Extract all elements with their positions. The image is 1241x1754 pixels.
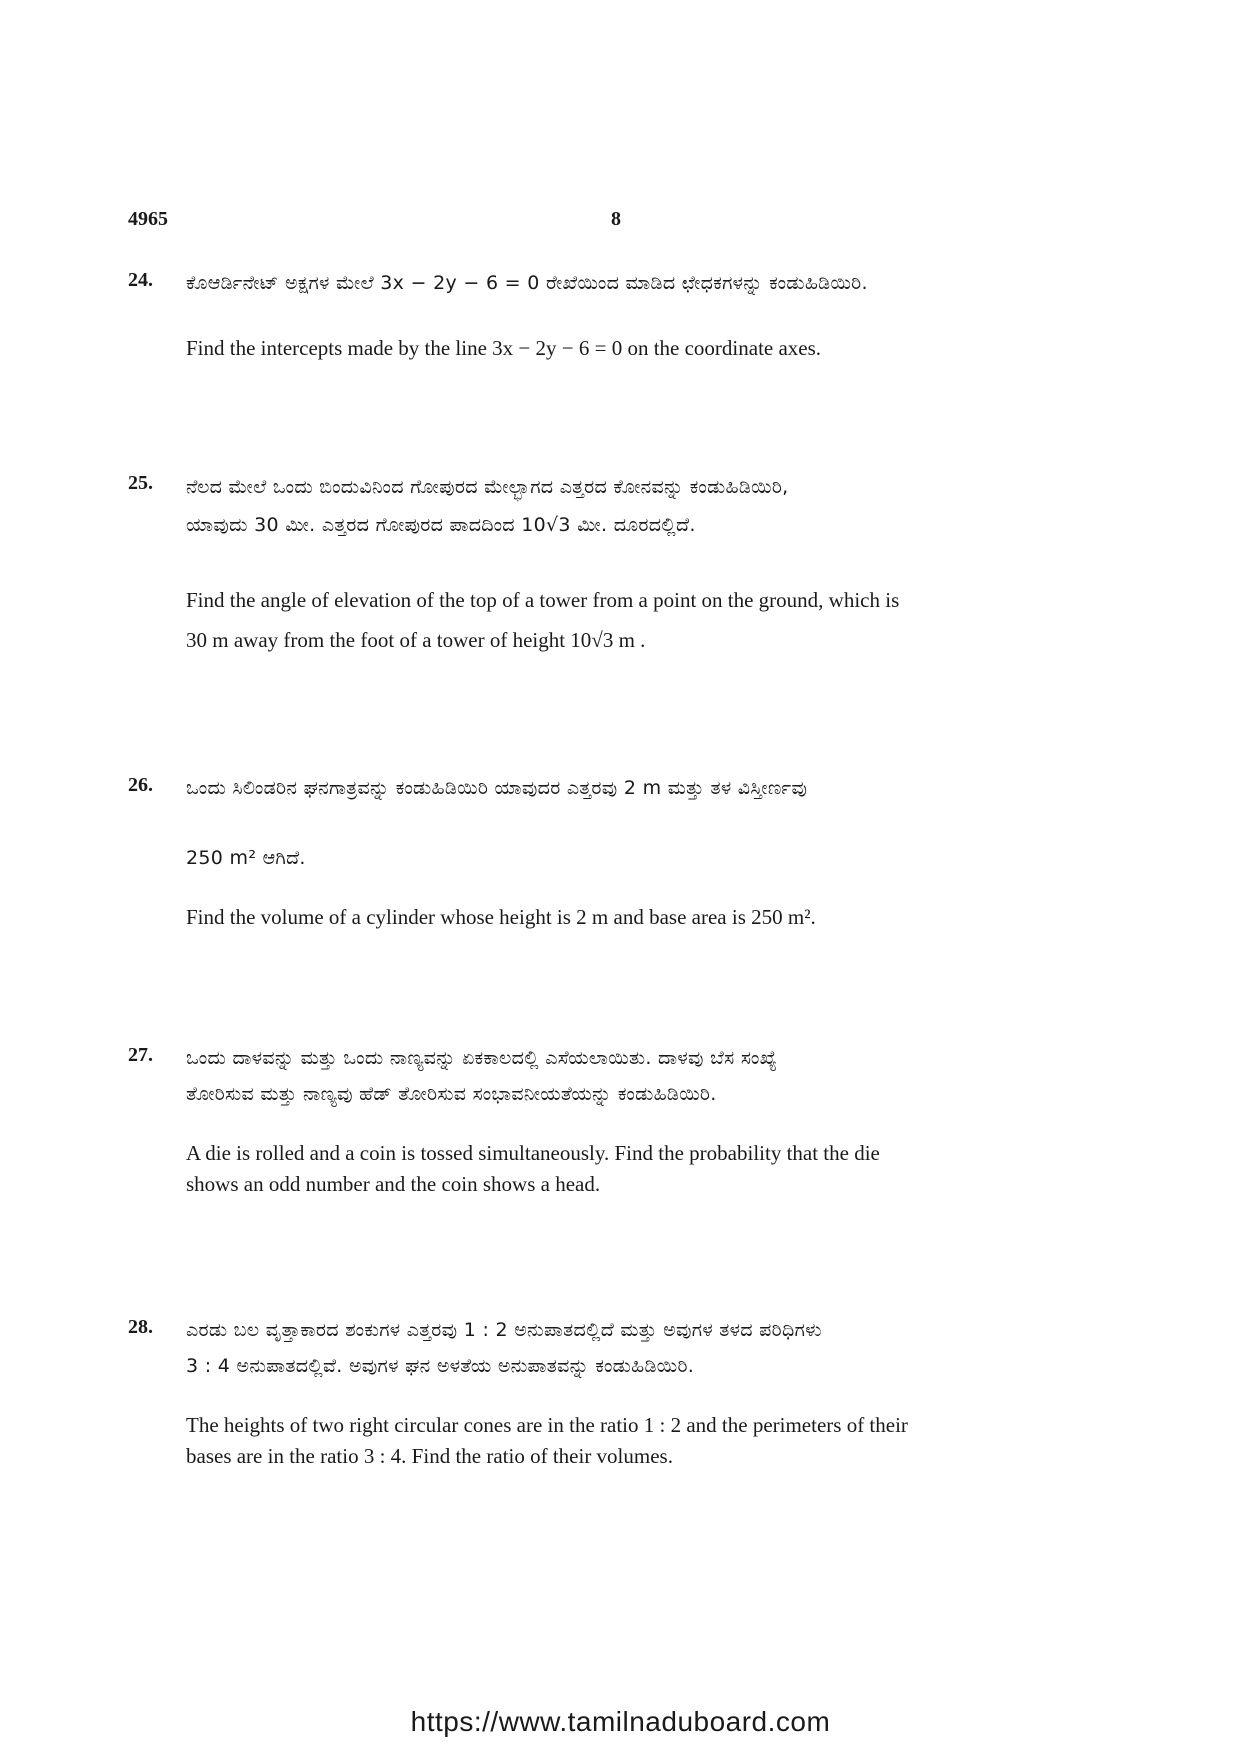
english-line: 30 m away from the foot of a tower of height 10√3 m . [186, 628, 646, 652]
kannada-line: ಎರಡು ಬಲ ವೃತ್ತಾಕಾರದ ಶಂಕುಗಳ ಎತ್ತರವು 1 : 2 ಅನುಪಾತದಲ್ಲಿದೆ ಮತ್ತು ಅವುಗಳ ತಳದ ಪರಿಧಿಗಳು [186, 1319, 822, 1341]
question-number: 26. [128, 774, 153, 796]
kannada-line: ತೋರಿಸುವ ಮತ್ತು ನಾಣ್ಯವು ಹೆಡ್ ತೋರಿಸುವ ಸಂಭಾವನೀಯತೆಯನ್ನು ಕಂಡುಹಿಡಿಯಿರಿ. [186, 1083, 717, 1105]
question-number: 24. [128, 269, 153, 291]
question-english-text [186, 1138, 880, 1200]
question-english-text [186, 902, 816, 933]
question-kannada-text [186, 265, 868, 301]
english-line: A die is rolled and a coin is tossed simultaneously. Find the probability that the die [186, 1141, 880, 1165]
english-line: Find the volume of a cylinder whose height is 2 m and base area is 250 m². [186, 905, 816, 929]
question-number: 27. [128, 1044, 153, 1066]
question-kannada-text [186, 1040, 777, 1112]
english-line: shows an odd number and the coin shows a head. [186, 1172, 601, 1196]
question-kannada-text [186, 1312, 822, 1384]
footer-url-link[interactable]: https://www.tamilnaduboard.com [410, 1706, 831, 1737]
kannada-line: ನೆಲದ ಮೇಲೆ ಒಂದು ಬಿಂದುವಿನಿಂದ ಗೋಪುರದ ಮೇಲ್ಭಾಗದ ಎತ್ತರದ ಕೋನವನ್ನು ಕಂಡುಹಿಡಿಯಿರಿ, [186, 476, 789, 498]
english-line: Find the intercepts made by the line 3x − 2y − 6 = 0 on the coordinate axes. [186, 336, 822, 360]
kannada-line: ಒಂದು ದಾಳವನ್ನು ಮತ್ತು ಒಂದು ನಾಣ್ಯವನ್ನು ಏಕಕಾಲದಲ್ಲಿ ಎಸೆಯಲಾಯಿತು. ದಾಳವು ಬೆಸ ಸಂಖ್ಯೆ [186, 1047, 778, 1069]
kannada-line: ಒಂದು ಸಿಲಿಂಡರಿನ ಘನಗಾತ್ರವನ್ನು ಕಂಡುಹಿಡಿಯಿರಿ ಯಾವುದರ ಎತ್ತರವು 2 m ಮತ್ತು ತಳ ವಿಸ್ತೀರ್ಣವು [186, 777, 808, 799]
english-line: The heights of two right circular cones are in the ratio 1 : 2 and the perimeters of their [186, 1413, 908, 1437]
question-english-text [186, 1410, 908, 1472]
page-number: 8 [611, 208, 621, 230]
english-line: Find the angle of elevation of the top of a tower from a point on the ground, which is [186, 588, 900, 612]
question-kannada-text [186, 468, 789, 544]
kannada-line: ಯಾವುದು 30 ಮೀ. ಎತ್ತರದ ಗೋಪುರದ ಪಾದದಿಂದ 10√3 ಮೀ. ದೂರದಲ್ಲಿದೆ. [186, 514, 696, 536]
kannada-line: 250 m² ಆಗಿದೆ. [186, 847, 306, 869]
kannada-line: 3 : 4 ಅನುಪಾತದಲ್ಲಿವೆ. ಅವುಗಳ ಘನ ಅಳತೆಯ ಅನುಪಾತವನ್ನು ಕಂಡುಹಿಡಿಯಿರಿ. [186, 1355, 695, 1377]
question-number: 25. [128, 472, 153, 494]
question-number: 28. [128, 1316, 153, 1338]
question-english-text [186, 580, 899, 660]
question-kannada-text [186, 770, 807, 876]
english-line: bases are in the ratio 3 : 4. Find the ratio of their volumes. [186, 1444, 673, 1468]
paper-code: 4965 [128, 208, 168, 230]
kannada-line: ಕೊಆರ್ಡಿನೇಟ್ ಅಕ್ಷಗಳ ಮೇಲೆ 3x − 2y − 6 = 0 ರೇಖೆಯಿಂದ ಮಾಡಿದ ಛೇಧಕಗಳನ್ನು ಕಂಡುಹಿಡಿಯಿರಿ. [186, 272, 868, 294]
question-english-text [186, 333, 821, 364]
